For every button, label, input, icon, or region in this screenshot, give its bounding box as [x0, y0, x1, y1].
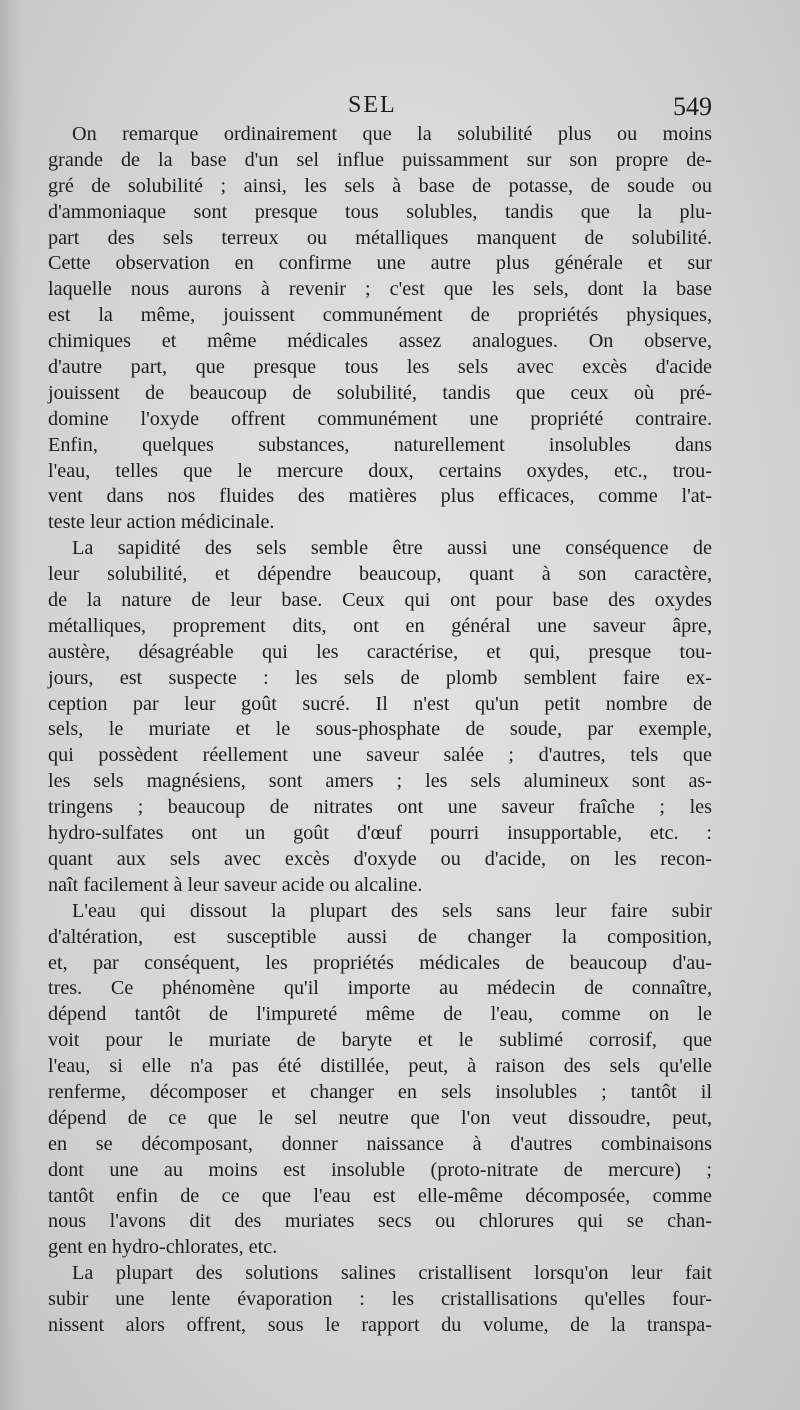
text-line: domine l'oxyde offrent communément une propriété contraire. — [48, 407, 712, 430]
text-line: dépend tantôt de l'impureté même de l'eau, comme on le — [48, 1003, 712, 1026]
text-line: dont une au moins est insoluble (proto-nitrate de mercure) ; — [48, 1158, 712, 1181]
text-line: tantôt enfin de ce que l'eau est elle-même décomposée, comme — [48, 1184, 712, 1207]
text-line: part des sels terreux ou métalliques manquent de solubilité. — [48, 226, 712, 249]
text-line: d'autre part, que presque tous les sels avec excès d'acide — [48, 356, 712, 379]
text-line: La sapidité des sels semble être aussi une conséquence de — [72, 537, 712, 560]
text-line: ception par leur goût sucré. Il n'est qu'un petit nombre de — [48, 692, 712, 715]
text-line: grande de la base d'un sel influe puissamment sur son propre de- — [48, 148, 712, 171]
running-head: SEL — [348, 92, 397, 118]
text-line: chimiques et même médicales assez analogues. On observe, — [48, 330, 712, 353]
page-edge-shadow — [0, 0, 22, 1410]
text-line: dépend de ce que le sel neutre que l'on veut dissoudre, peut, — [48, 1106, 712, 1129]
paragraph — [48, 122, 712, 536]
text-line: leur solubilité, et dépendre beaucoup, quant à son caractère, — [48, 563, 712, 586]
text-line: qui possèdent réellement une saveur salée ; d'autres, tels que — [48, 744, 712, 767]
text-line: jouissent de beaucoup de solubilité, tandis que ceux où pré- — [48, 381, 712, 404]
text-line: métalliques, proprement dits, ont en général une saveur âpre, — [48, 614, 712, 637]
text-line: de la nature de leur base. Ceux qui ont pour base des oxydes — [48, 589, 712, 612]
text-line: subir une lente évaporation : les cristallisations qu'elles four- — [48, 1288, 712, 1311]
paragraph — [48, 899, 712, 1261]
paragraph — [48, 536, 712, 898]
text-line: austère, désagréable qui les caractérise, et qui, presque tou- — [48, 640, 712, 663]
text-line: jours, est suspecte : les sels de plomb semblent faire ex- — [48, 666, 712, 689]
text-line: voit pour le muriate de baryte et le sublimé corrosif, que — [48, 1029, 712, 1052]
text-line: d'altération, est susceptible aussi de changer la composition, — [48, 925, 712, 948]
text-line: quant aux sels avec excès d'oxyde ou d'acide, on les recon- — [48, 847, 712, 870]
text-line: tringens ; beaucoup de nitrates ont une saveur fraîche ; les — [48, 796, 712, 819]
text-line: d'ammoniaque sont presque tous solubles, tandis que la plu- — [48, 200, 712, 223]
text-line: est la même, jouissent communément de propriétés physiques, — [48, 304, 712, 327]
text-line: l'eau, telles que le mercure doux, certains oxydes, etc., trou- — [48, 459, 712, 482]
text-line: La plupart des solutions salines cristallisent lorsqu'on leur fait — [72, 1262, 712, 1285]
page-number: 549 — [673, 92, 712, 121]
text-line: On remarque ordinairement que la solubilité plus ou moins — [72, 123, 712, 145]
paragraph — [48, 1261, 712, 1339]
text-line: en se décomposant, donner naissance à d'autres combinaisons — [48, 1132, 712, 1155]
text-line: Enfin, quelques substances, naturellement insolubles dans — [48, 433, 712, 456]
text-line: nous l'avons dit des muriates secs ou chlorures qui se chan- — [48, 1210, 712, 1233]
text-line: tres. Ce phénomène qu'il importe au médecin de connaître, — [48, 977, 712, 1000]
text-line: Cette observation en confirme une autre plus générale et sur — [48, 252, 712, 275]
text-line: sels, le muriate et le sous-phosphate de soude, par exemple, — [48, 718, 712, 741]
text-line: laquelle nous aurons à revenir ; c'est que les sels, dont la base — [48, 278, 712, 301]
text-line: hydro-sulfates ont un goût d'œuf pourri insupportable, etc. : — [48, 822, 712, 845]
text-line: les sels magnésiens, sont amers ; les sels alumineux sont as- — [48, 770, 712, 793]
text-line: renferme, décomposer et changer en sels insolubles ; tantôt il — [48, 1080, 712, 1103]
text-line: L'eau qui dissout la plupart des sels sans leur faire subir — [72, 899, 712, 922]
text-line: gré de solubilité ; ainsi, les sels à base de potasse, de soude ou — [48, 174, 712, 197]
body-text — [48, 122, 712, 1339]
text-line: teste leur action médicinale. — [48, 511, 275, 534]
text-line: et, par conséquent, les propriétés médicales de beaucoup d'au- — [48, 951, 712, 974]
text-line: naît facilement à leur saveur acide ou alcaline. — [48, 873, 423, 896]
text-line: nissent alors offrent, sous le rapport du volume, de la transpa- — [48, 1313, 712, 1336]
text-line: l'eau, si elle n'a pas été distillée, peut, à raison des sels qu'elle — [48, 1055, 712, 1078]
text-line: gent en hydro-chlorates, etc. — [48, 1236, 278, 1259]
text-line: vent dans nos fluides des matières plus efficaces, comme l'at- — [48, 485, 712, 508]
